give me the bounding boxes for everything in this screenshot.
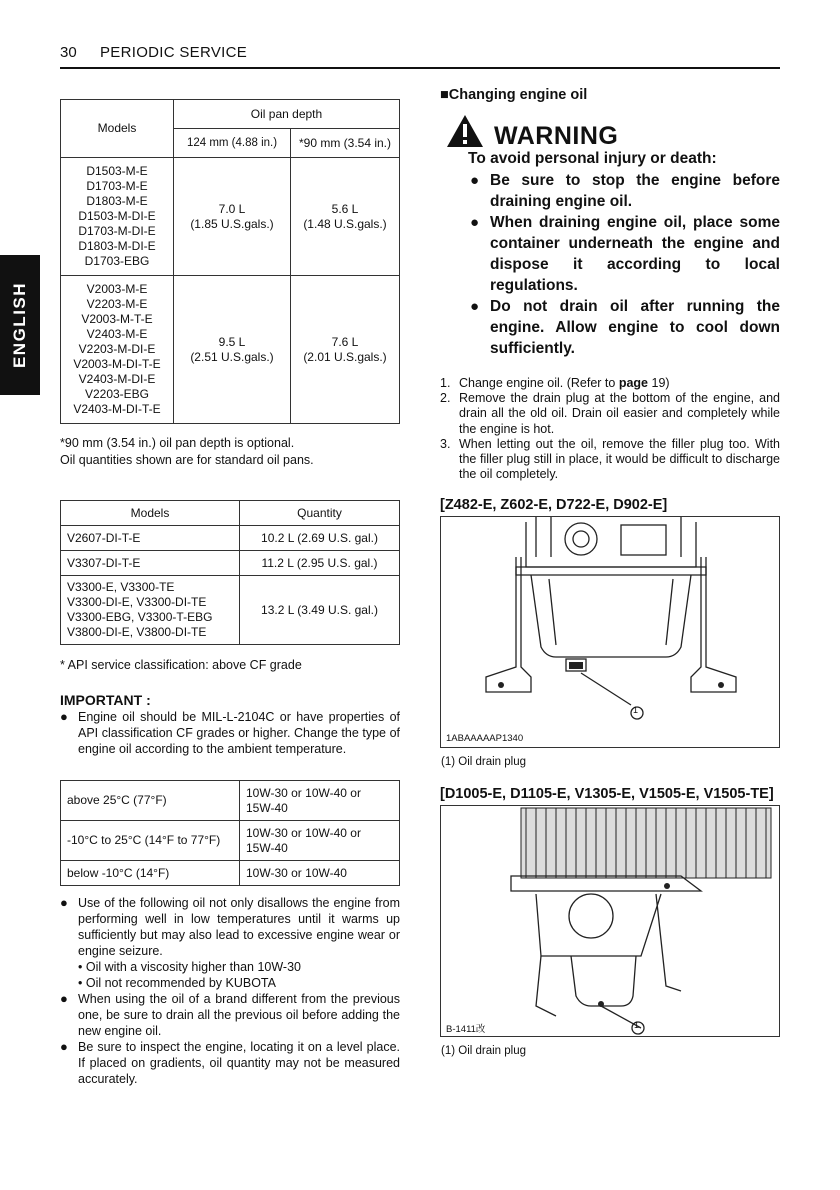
figure1-caption: (1) Oil drain plug bbox=[441, 756, 527, 768]
figure2-frame bbox=[440, 805, 780, 1037]
oil-pan-note: *90 mm (3.54 in.) oil pan depth is optional. bbox=[60, 436, 295, 450]
bullet-icon: ● bbox=[60, 895, 68, 910]
bullet-icon: ● bbox=[470, 298, 480, 315]
qty-value-cell: 13.2 L (3.49 U.S. gal.) bbox=[240, 576, 400, 645]
models-cell-v: V2003-M-E V2203-M-E V2003-M-T-E V2403-M-E V2203-M-DI-E V2003-M-DI-T-E V2403-M-DI-E V2203-EBG V2403-M-DI-T-E bbox=[61, 276, 174, 424]
warning-label: WARNING bbox=[494, 122, 619, 150]
section-title: PERIODIC SERVICE bbox=[100, 44, 248, 61]
procedure-steps: 1. Change engine oil. (Refer to page 19) 2. Remove the drain plug at the bottom of the engine, and drain all the old oil. Drain oil easier and completely while the engine is hot. 3. When letting out the oil, remove the filler plug too. With the filler plug still in place, it would be difficult to discharge the oil completely. bbox=[440, 376, 780, 482]
qty-model-cell: V2607-DI-T-E bbox=[61, 526, 240, 551]
depth-90-header: *90 mm (3.54 in.) bbox=[291, 129, 400, 158]
oil-pan-depth-header: Oil pan depth bbox=[174, 100, 400, 129]
qty-model-cell: V3307-DI-T-E bbox=[61, 551, 240, 576]
qty-value-cell: 10.2 L (2.69 U.S. gal.) bbox=[240, 526, 400, 551]
figure1-title: [Z482-E, Z602-E, D722-E, D902-E] bbox=[440, 497, 668, 513]
api-note: * API service classification: above CF grade bbox=[60, 658, 302, 672]
qty-quantity-header: Quantity bbox=[240, 501, 400, 526]
qty-model-cell: V3300-E, V3300-TE V3300-DI-E, V3300-DI-TE V3300-EBG, V3300-T-EBG V3800-DI-E, V3800-DI-TE bbox=[61, 576, 240, 645]
qty-models-header: Models bbox=[61, 501, 240, 526]
oil-grade-cell: 10W-30 or 10W-40 or 15W-40 bbox=[240, 821, 400, 861]
bullet-icon: ● bbox=[60, 991, 68, 1006]
capacity-cell: 5.6 L (1.48 U.S.gals.) bbox=[291, 158, 400, 276]
oil-pan-note: Oil quantities shown are for standard oil pans. bbox=[60, 453, 314, 467]
warning-triangle-icon bbox=[446, 114, 484, 148]
temp-cell: below -10°C (14°F) bbox=[61, 861, 240, 886]
capacity-cell: 7.0 L (1.85 U.S.gals.) bbox=[174, 158, 291, 276]
oil-grade-cell: 10W-30 or 10W-40 or 15W-40 bbox=[240, 781, 400, 821]
qty-value-cell: 11.2 L (2.95 U.S. gal.) bbox=[240, 551, 400, 576]
oil-usage-bullets: ● Use of the following oil not only disallows the engine from performing well in low temperatures until it warms up sufficiently but may also lead to excessive engine wear or engine seizure. • Oil with a viscosity higher than 10W-30 • Oil not recommended by KUBOTA ● When using the oil of a brand different from the previous one, be sure to drain all the previous oil before adding the new engine oil. ● Be sure to inspect the engine, locating it on a level place. If placed on gradients, oil quantity may not be measured accurately. bbox=[60, 895, 400, 1086]
figure2-title: [D1005-E, D1105-E, V1305-E, V1505-E, V1505-TE] bbox=[440, 786, 774, 802]
header-rule bbox=[60, 67, 780, 69]
bullet-icon: ● bbox=[60, 1039, 68, 1054]
language-tab-label: ENGLISH bbox=[10, 281, 29, 369]
bullet-icon: ● bbox=[470, 172, 480, 189]
figure1-frame bbox=[440, 516, 780, 748]
oil-grade-cell: 10W-30 or 10W-40 bbox=[240, 861, 400, 886]
temp-cell: above 25°C (77°F) bbox=[61, 781, 240, 821]
models-cell-d: D1503-M-E D1703-M-E D1803-M-E D1503-M-DI-E D1703-M-DI-E D1803-M-DI-E D1703-EBG bbox=[61, 158, 174, 276]
page-link[interactable]: page bbox=[618, 376, 649, 390]
capacity-cell: 7.6 L (2.01 U.S.gals.) bbox=[291, 276, 400, 424]
figure2-code: B-1411改 bbox=[446, 1024, 486, 1035]
important-bullet: ● Engine oil should be MIL-L-2104C or have properties of API classification CF grades or higher. Change the type of engine oil according to the ambient temperature. bbox=[60, 709, 400, 756]
callout-1: 1 bbox=[633, 705, 639, 715]
changing-engine-oil-heading: ■Changing engine oil bbox=[440, 87, 588, 103]
important-title: IMPORTANT : bbox=[60, 692, 151, 708]
oil-quantity-table bbox=[60, 500, 400, 645]
page-number: 30 bbox=[60, 44, 77, 61]
bullet-icon: ● bbox=[470, 214, 480, 231]
capacity-cell: 9.5 L (2.51 U.S.gals.) bbox=[174, 276, 291, 424]
figure2-caption: (1) Oil drain plug bbox=[441, 1045, 527, 1057]
figure1-code: 1ABAAAAAP1340 bbox=[446, 733, 524, 744]
depth-124-header: 124 mm (4.88 in.) bbox=[174, 129, 291, 158]
engine-oil-pan-illustration bbox=[441, 517, 779, 747]
callout-1: 1 bbox=[634, 1020, 640, 1030]
temp-cell: -10°C to 25°C (14°F to 77°F) bbox=[61, 821, 240, 861]
oil-pan-depth-table bbox=[60, 99, 400, 424]
warning-list: ● Be sure to stop the engine before draining engine oil. ● When draining engine oil, place some container underneath the engine and dispose it according to local regulations. ● Do not drain oil after running the engine. Allow engine to cool down sufficiently. bbox=[470, 172, 780, 357]
engine-radiator-illustration bbox=[441, 806, 779, 1036]
models-header: Models bbox=[61, 100, 174, 158]
bullet-icon: ● bbox=[60, 709, 68, 724]
viscosity-table bbox=[60, 780, 400, 886]
warning-subtitle: To avoid personal injury or death: bbox=[468, 150, 717, 167]
